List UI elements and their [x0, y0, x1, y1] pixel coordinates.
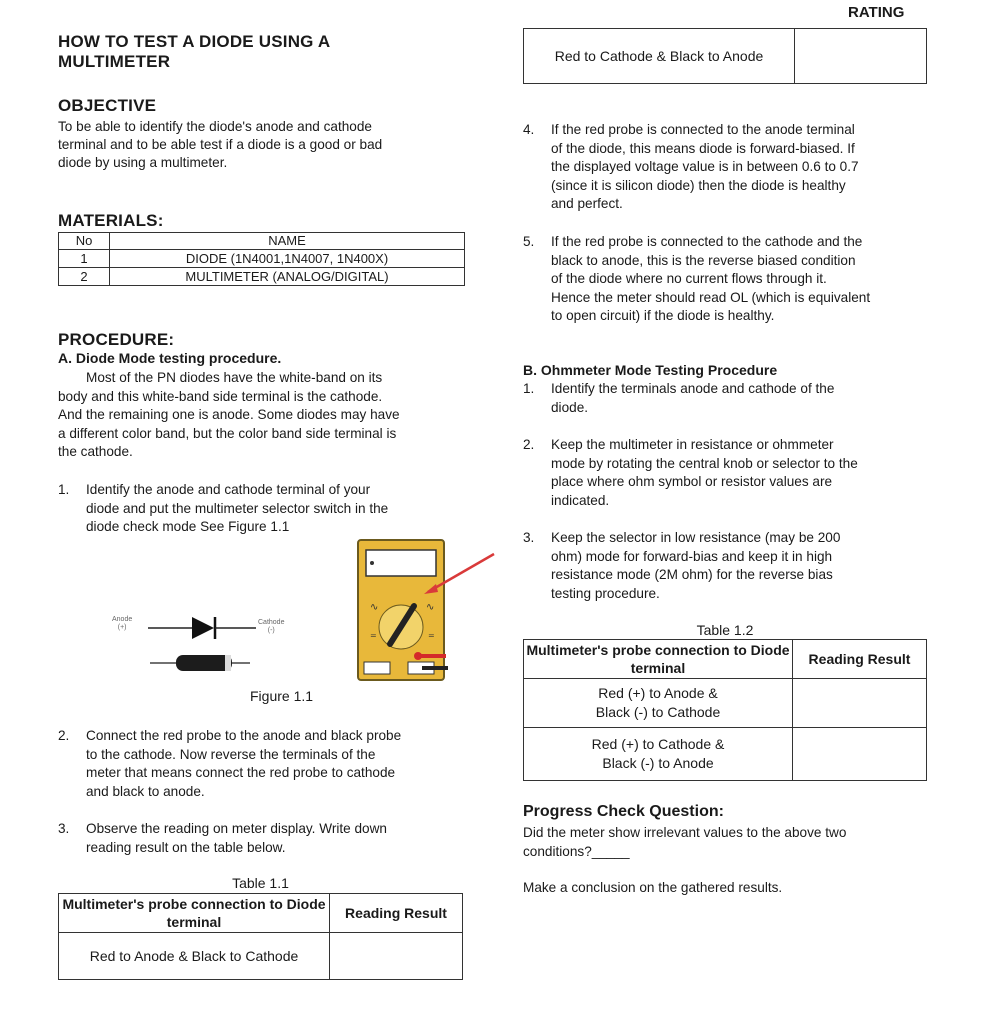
- table-header-cell: Multimeter's probe connection to Diode terminal: [59, 894, 330, 933]
- step-line: diode and put the multimeter selector switch in the: [86, 500, 389, 516]
- intro-line: Most of the PN diodes have the white-band on its: [86, 370, 383, 385]
- step-line: Connect the red probe to the anode and black probe: [86, 728, 402, 743]
- page-title: [58, 32, 463, 72]
- step-line: of the diode where no current flows through it.: [551, 271, 827, 286]
- reading-result-cell[interactable]: [330, 933, 463, 980]
- table-cell: MULTIMETER (ANALOG/DIGITAL): [110, 268, 465, 286]
- step-2: [58, 727, 463, 801]
- step-number: 1.: [523, 381, 535, 396]
- table-header-cell: Multimeter's probe connection to Diode terminal: [524, 640, 793, 679]
- step-number: 5.: [523, 234, 535, 249]
- step-line: of the diode, this means diode is forward-biased. If: [551, 140, 855, 156]
- step-line: black to anode, this is the reverse biased condition: [551, 252, 856, 268]
- cathode-sign-text: (-): [267, 627, 275, 634]
- table-cell: 2: [59, 268, 110, 286]
- step-line: diode.: [551, 399, 589, 415]
- svg-text:∿: ∿: [370, 602, 379, 613]
- progress-question: [523, 824, 933, 861]
- figure-caption: Figure 1.1: [250, 688, 314, 704]
- step-line: Hence the meter should read OL (which is equivalent: [551, 289, 871, 305]
- table-header-cell: No: [59, 233, 110, 250]
- step-line: meter that means connect the red probe to cathode: [86, 765, 396, 780]
- step-5: [523, 233, 933, 326]
- step-line: Keep the selector in low resistance (may be 200: [551, 530, 841, 545]
- section-a-title: A. Diode Mode testing procedure.: [58, 350, 282, 366]
- objective-line: diode by using a multimeter.: [58, 155, 228, 170]
- step-line: and perfect.: [551, 196, 623, 211]
- anode-label: [112, 616, 132, 632]
- answer-blank[interactable]: _____: [591, 843, 630, 859]
- step-line: and black to anode.: [86, 783, 205, 799]
- table-cell: Red to Cathode & Black to Anode: [524, 29, 795, 84]
- objective-line: terminal and to be able test if a diode is a good or bad: [58, 137, 383, 152]
- step-line: the displayed voltage value is in between 0.6 to 0.7: [551, 159, 859, 174]
- step-line: to open circuit) if the diode is healthy.: [551, 308, 775, 323]
- step-line: indicated.: [551, 492, 610, 508]
- materials-heading: MATERIALS:: [58, 211, 164, 230]
- step-line: Keep the multimeter in resistance or ohmmeter: [551, 437, 834, 452]
- table-1-2: [523, 639, 927, 781]
- step-line: diode check mode See Figure 1.1: [86, 519, 290, 534]
- step-number: 2.: [523, 437, 535, 452]
- svg-text:∿: ∿: [426, 602, 435, 613]
- section-b-step-1: [523, 380, 933, 417]
- cell-line: Red (+) to Cathode &: [591, 736, 725, 752]
- table-header-cell: NAME: [110, 233, 465, 250]
- reading-result-cell[interactable]: [795, 29, 927, 84]
- objective-text: [58, 118, 463, 172]
- step-line: ohm) mode for forward-bias and keep it in high: [551, 548, 833, 564]
- table-row: [59, 268, 465, 286]
- table-1-1: [58, 893, 463, 980]
- table-cell: [524, 679, 793, 728]
- section-b-step-2: [523, 436, 933, 510]
- cell-line: Black (-) to Cathode: [595, 704, 721, 720]
- intro-line: And the remaining one is anode. Some diodes may have: [58, 407, 400, 422]
- table-header-cell: Reading Result: [330, 894, 463, 933]
- step-3: [58, 820, 463, 857]
- step-number: 2.: [58, 728, 70, 743]
- step-number: 1.: [58, 482, 70, 497]
- table-header-cell: Reading Result: [793, 640, 927, 679]
- step-number: 4.: [523, 122, 535, 137]
- step-line: (since it is silicon diode) then the diode is healthy: [551, 177, 846, 193]
- step-line: Identify the terminals anode and cathode of the: [551, 381, 835, 396]
- anode-label-text: Anode: [112, 616, 133, 623]
- cell-line: Black (-) to Anode: [602, 755, 714, 771]
- diode-figure: [148, 606, 258, 676]
- step-line: testing procedure.: [551, 585, 660, 601]
- step-4: [523, 121, 933, 214]
- step-line: Identify the anode and cathode terminal of your: [86, 482, 371, 497]
- table-row: [524, 728, 927, 781]
- objective-heading: OBJECTIVE: [58, 96, 157, 115]
- intro-line: a different color band, but the color band side terminal is: [58, 425, 397, 441]
- table-1-2-caption: Table 1.2: [696, 622, 754, 638]
- step-line: If the red probe is connected to the cathode and the: [551, 234, 863, 249]
- table-row: [524, 679, 927, 728]
- question-line: conditions?: [523, 843, 592, 859]
- svg-text:=: =: [428, 631, 435, 640]
- step-line: reading result on the table below.: [86, 839, 286, 855]
- title-line: HOW TO TEST A DIODE USING A: [58, 32, 331, 51]
- title-line: MULTIMETER: [58, 52, 171, 71]
- step-line: If the red probe is connected to the anode terminal: [551, 122, 855, 137]
- step-line: resistance mode (2M ohm) for the reverse bias: [551, 567, 833, 582]
- table-1-1-continued: [523, 28, 927, 84]
- step-number: 3.: [58, 821, 70, 836]
- question-line: Did the meter show irrelevant values to the above two: [523, 825, 847, 840]
- table-row: [524, 29, 927, 84]
- step-line: to the cathode. Now reverse the terminals of the: [86, 746, 376, 762]
- table-cell: 1: [59, 250, 110, 268]
- anode-sign-text: (+): [117, 624, 127, 631]
- table-header-row: [59, 233, 465, 250]
- table-row: [59, 933, 463, 980]
- step-number: 3.: [523, 530, 535, 545]
- diode-symbol-icon: [148, 617, 256, 639]
- reading-result-cell[interactable]: [793, 728, 927, 781]
- reading-result-cell[interactable]: [793, 679, 927, 728]
- cell-line: Red (+) to Anode &: [598, 685, 718, 701]
- table-cell: [524, 728, 793, 781]
- procedure-intro: [58, 369, 463, 462]
- table-row: [59, 250, 465, 268]
- conclusion-prompt: Make a conclusion on the gathered results.: [523, 880, 783, 895]
- table-cell: DIODE (1N4001,1N4007, 1N400X): [110, 250, 465, 268]
- rating-label: RATING: [848, 4, 905, 21]
- cathode-label-text: Cathode: [258, 619, 285, 626]
- materials-table: [58, 232, 465, 286]
- multimeter-illustration: [356, 538, 498, 682]
- svg-text:=: =: [370, 631, 377, 640]
- cathode-label: [258, 619, 284, 635]
- step-line: mode by rotating the central knob or selector to the: [551, 455, 858, 471]
- table-header-row: [59, 894, 463, 933]
- table-header-row: [524, 640, 927, 679]
- step-1: [58, 481, 463, 537]
- section-b-title: B. Ohmmeter Mode Testing Procedure: [523, 362, 778, 378]
- intro-line: body and this white-band side terminal is the cathode.: [58, 388, 383, 404]
- multimeter-icon: [358, 540, 448, 680]
- table-cell: Red to Anode & Black to Cathode: [59, 933, 330, 980]
- intro-line: the cathode.: [58, 444, 133, 459]
- objective-line: To be able to identify the diode's anode and cathode: [58, 119, 372, 134]
- step-line: Observe the reading on meter display. Write down: [86, 821, 387, 836]
- progress-heading: Progress Check Question:: [523, 803, 724, 820]
- section-b-step-3: [523, 529, 933, 603]
- procedure-heading: PROCEDURE:: [58, 330, 175, 349]
- diode-component-icon: [150, 655, 250, 671]
- table-1-1-caption: Table 1.1: [232, 875, 289, 891]
- step-line: place where ohm symbol or resistor values are: [551, 474, 833, 489]
